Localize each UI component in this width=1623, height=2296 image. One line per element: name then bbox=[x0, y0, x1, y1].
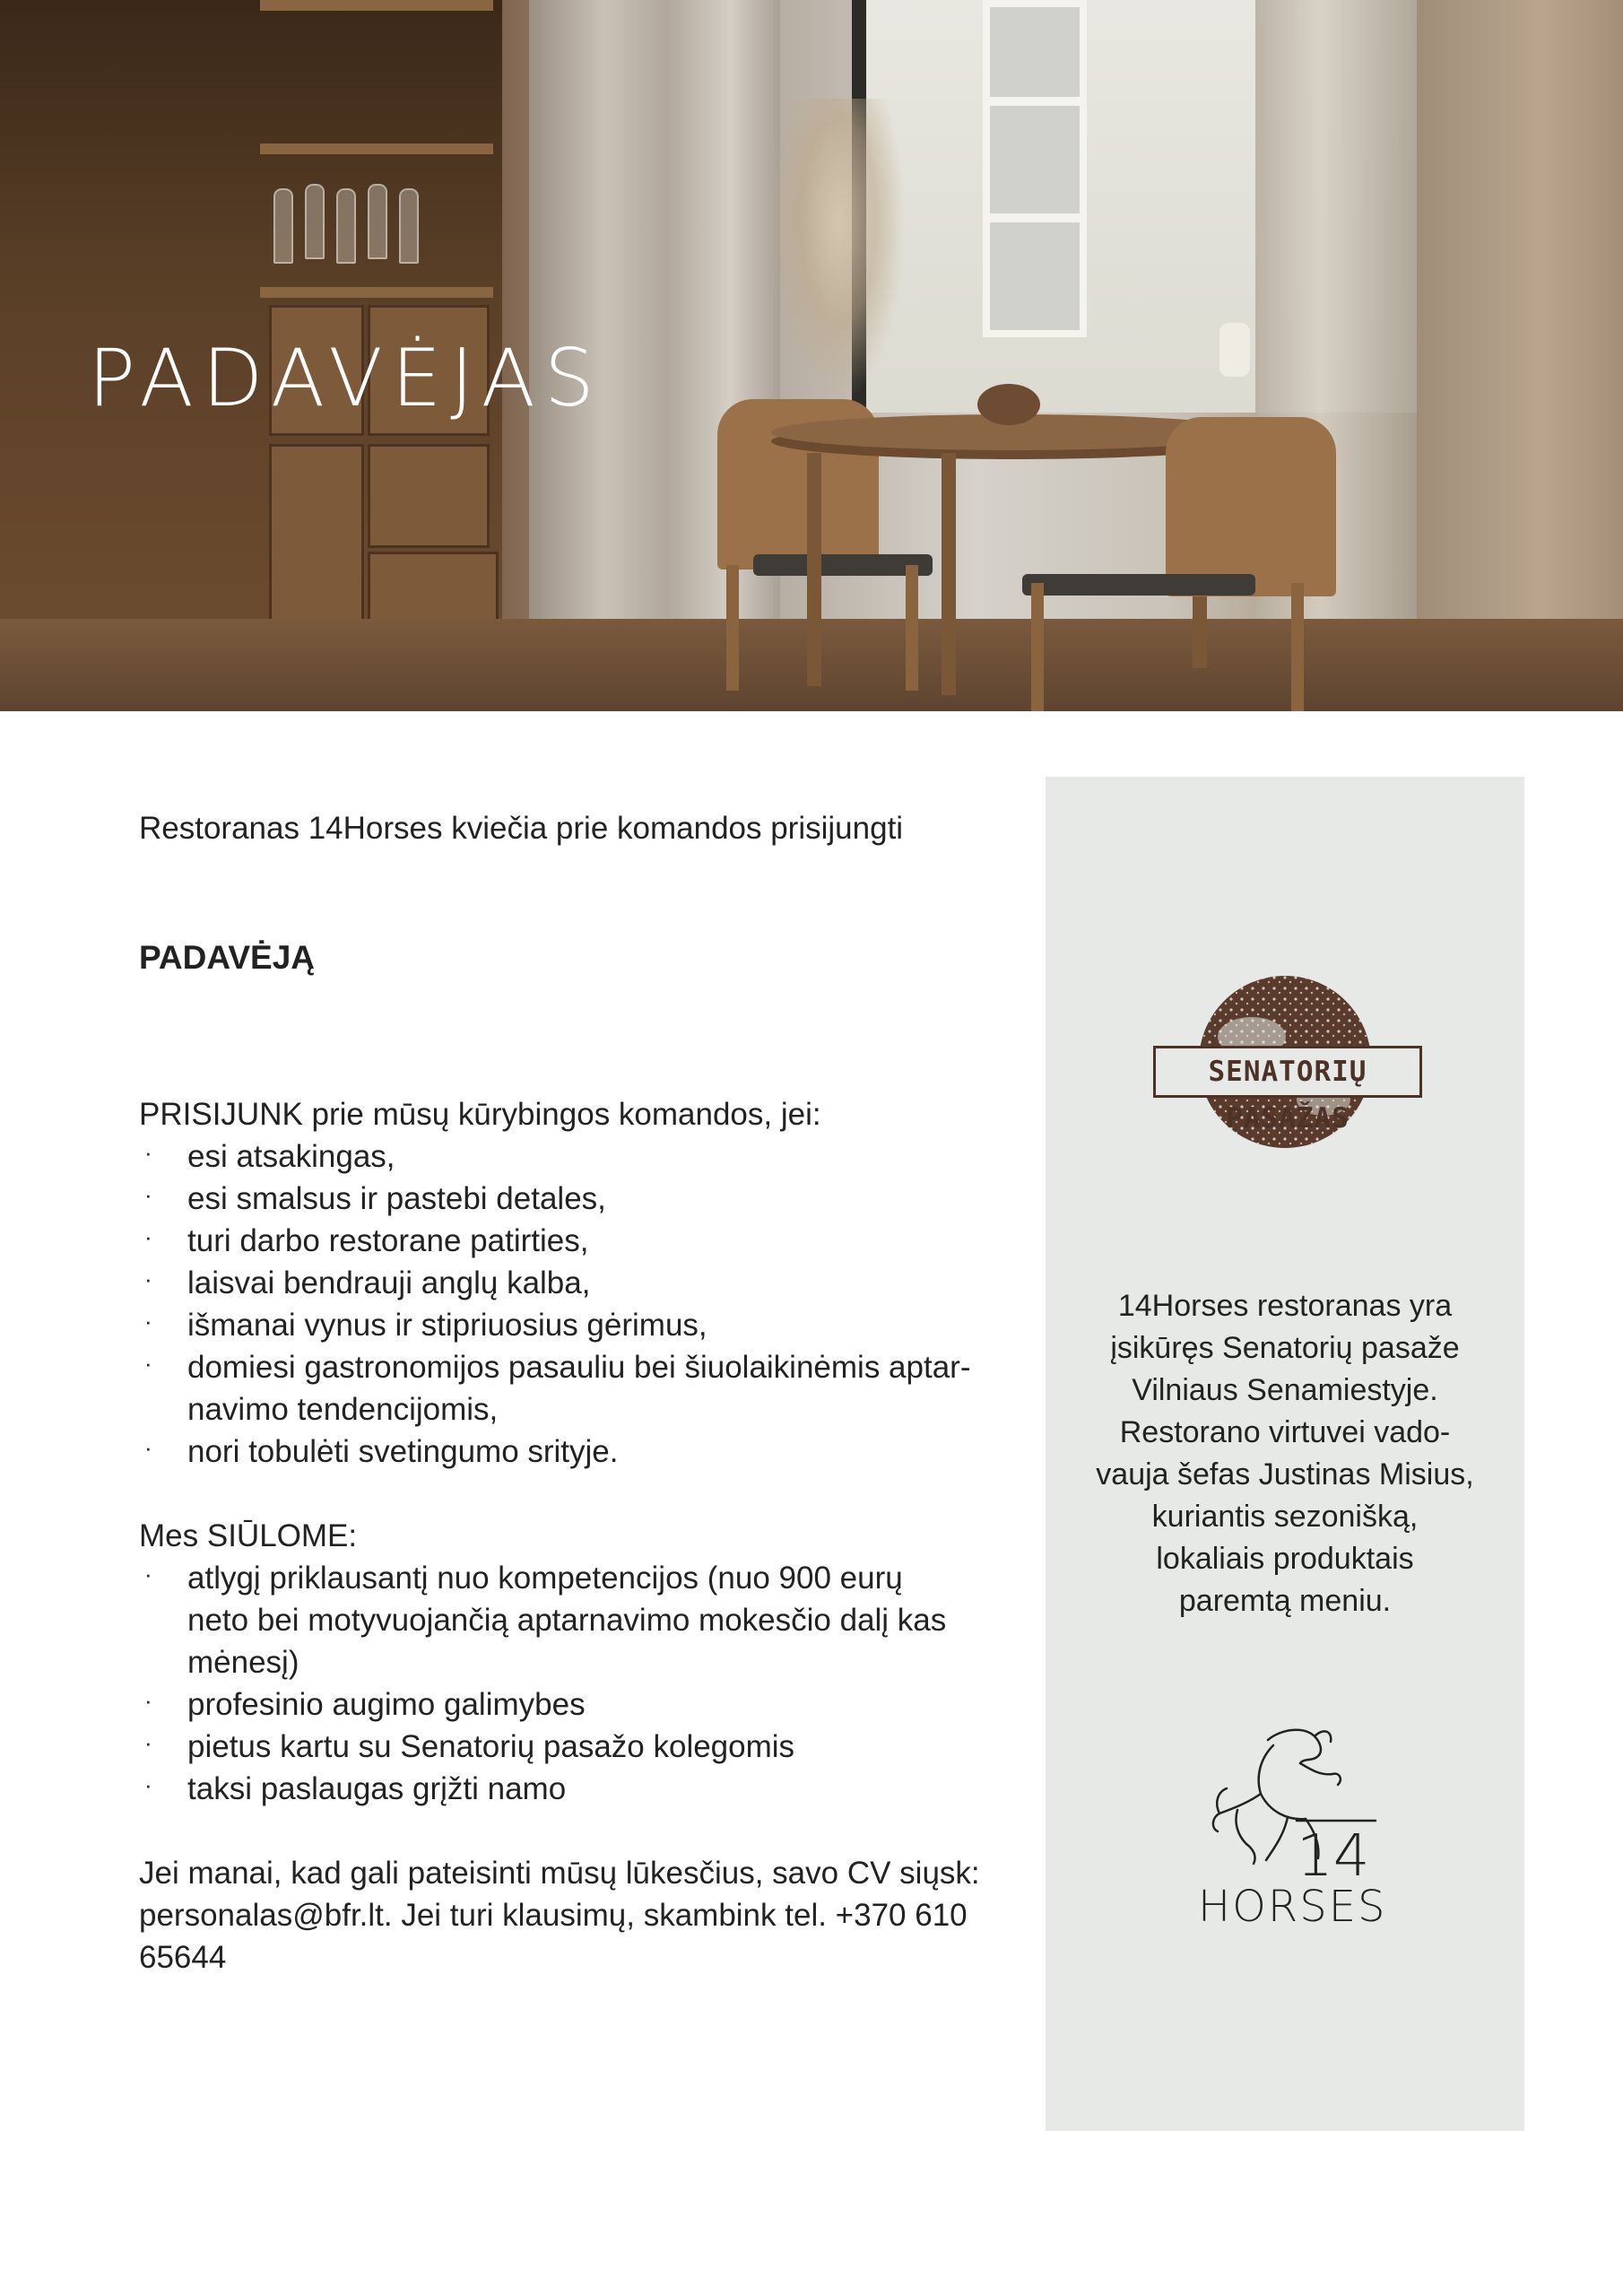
senatoriu-pasazas-logo bbox=[1153, 974, 1422, 1150]
logo-word: HORSES bbox=[1198, 1882, 1387, 1932]
list-item: · taksi paslaugas grįžti namo bbox=[144, 1771, 567, 1806]
list-item: · turi darbo restorane patirties, bbox=[144, 1223, 589, 1258]
page-title: PADAVĖJAS bbox=[88, 332, 603, 424]
logo-label: SENATORIŲ PASAŽAS bbox=[1153, 1046, 1422, 1098]
requirements-list bbox=[139, 1135, 1013, 1473]
job-description bbox=[139, 807, 1013, 1979]
candle bbox=[1219, 323, 1250, 377]
list-item: · domiesi gastronomijos pasauliu bei šiuolaikinėmis aptar- bbox=[144, 1350, 971, 1385]
list-item: · išmanai vynus ir stipriuosius gėrimus, bbox=[144, 1308, 707, 1343]
list-item: · esi atsakingas, bbox=[144, 1139, 395, 1174]
restaurant-description: 14Horses restoranas yra įsikūręs Senatorių pasaže Vilniaus Senamiestyje. Restorano virtuvei vado- vauja šefas Justinas Misius, kuriantis sezonišką, lokaliais produktais paremtą meniu. bbox=[1096, 1289, 1474, 1618]
wall bbox=[1417, 0, 1623, 711]
list-item-continued: neto bei motyvuojančią aptarnavimo mokesčio dalį kas bbox=[187, 1603, 947, 1638]
requirements-lead: PRISIJUNK prie mūsų kūrybingos komandos, jei: bbox=[139, 1097, 821, 1132]
curtain-right bbox=[1255, 0, 1417, 711]
hero-image bbox=[0, 0, 1623, 711]
list-item-continued: mėnesį) bbox=[187, 1645, 299, 1680]
vase bbox=[977, 384, 1040, 425]
list-item: · profesinio augimo galimybes bbox=[144, 1687, 586, 1722]
list-item: · nori tobulėti svetingumo srityje. bbox=[144, 1434, 619, 1469]
offers-list bbox=[139, 1557, 1013, 1810]
position-title: PADAVĖJĄ bbox=[139, 939, 316, 976]
logo-number: 14 bbox=[1297, 1823, 1370, 1890]
intro-text: Restoranas 14Horses kviečia prie komandos prisijungti bbox=[139, 811, 904, 846]
list-item: · laisvai bendrauji anglų kalba, bbox=[144, 1265, 591, 1300]
list-item: · atlygį priklausantį nuo kompetencijos (nuo 900 eurų bbox=[144, 1561, 903, 1596]
chair-right bbox=[1166, 417, 1336, 596]
info-panel bbox=[1046, 777, 1524, 2131]
contact-text: Jei manai, kad gali pateisinti mūsų lūkesčius, savo CV siųsk: personalas@bfr.lt. Jei turi klausimų, skambink tel. +370 610 65644 bbox=[139, 1856, 980, 1975]
offer-lead: Mes SIŪLOME: bbox=[139, 1518, 358, 1553]
14horses-logo bbox=[1198, 1709, 1387, 1932]
list-item: · esi smalsus ir pastebi detales, bbox=[144, 1181, 606, 1216]
list-item: · pietus kartu su Senatorių pasažo kolegomis bbox=[144, 1729, 795, 1764]
dried-plant bbox=[771, 99, 906, 404]
list-item-continued: navimo tendencijomis, bbox=[187, 1392, 499, 1427]
